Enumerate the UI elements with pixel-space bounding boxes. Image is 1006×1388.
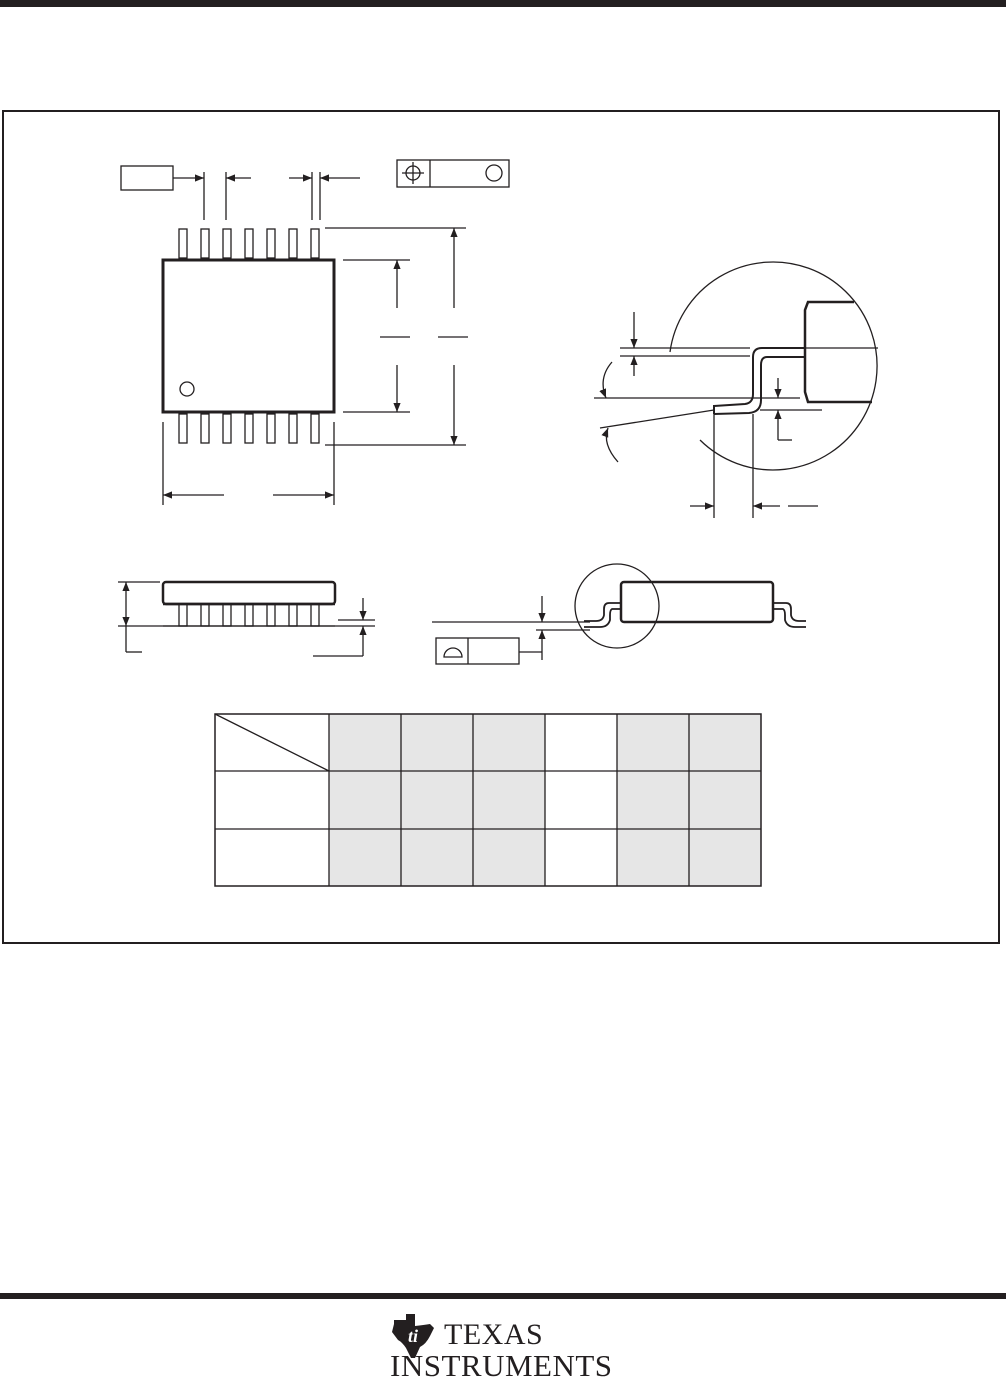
material-condition-icon: [486, 165, 502, 181]
bottom-leads: [179, 414, 319, 443]
side-view: [118, 582, 375, 656]
package-body-top: [163, 260, 334, 412]
pitch-label-box: [121, 166, 173, 190]
pin1-indicator-icon: [180, 382, 194, 396]
texas-instruments-logo: [388, 1308, 613, 1388]
dimension-table: [215, 714, 761, 886]
bottom-rule: [0, 1293, 1006, 1299]
svg-text:ti: ti: [408, 1326, 419, 1346]
logo-line-1: TEXAS: [444, 1318, 544, 1351]
flatness-tolerance-frame: [436, 638, 519, 664]
top-view: [121, 160, 509, 505]
position-tolerance-frame: [397, 160, 509, 187]
side-leads: [179, 604, 319, 626]
side-view-detail: [432, 564, 806, 664]
top-leads: [179, 229, 319, 258]
position-tolerance-icon: [402, 162, 424, 184]
detail-view: [594, 262, 878, 518]
profile-surface-icon: [444, 648, 462, 657]
logo-line-2: INSTRUMENTS: [390, 1348, 613, 1383]
